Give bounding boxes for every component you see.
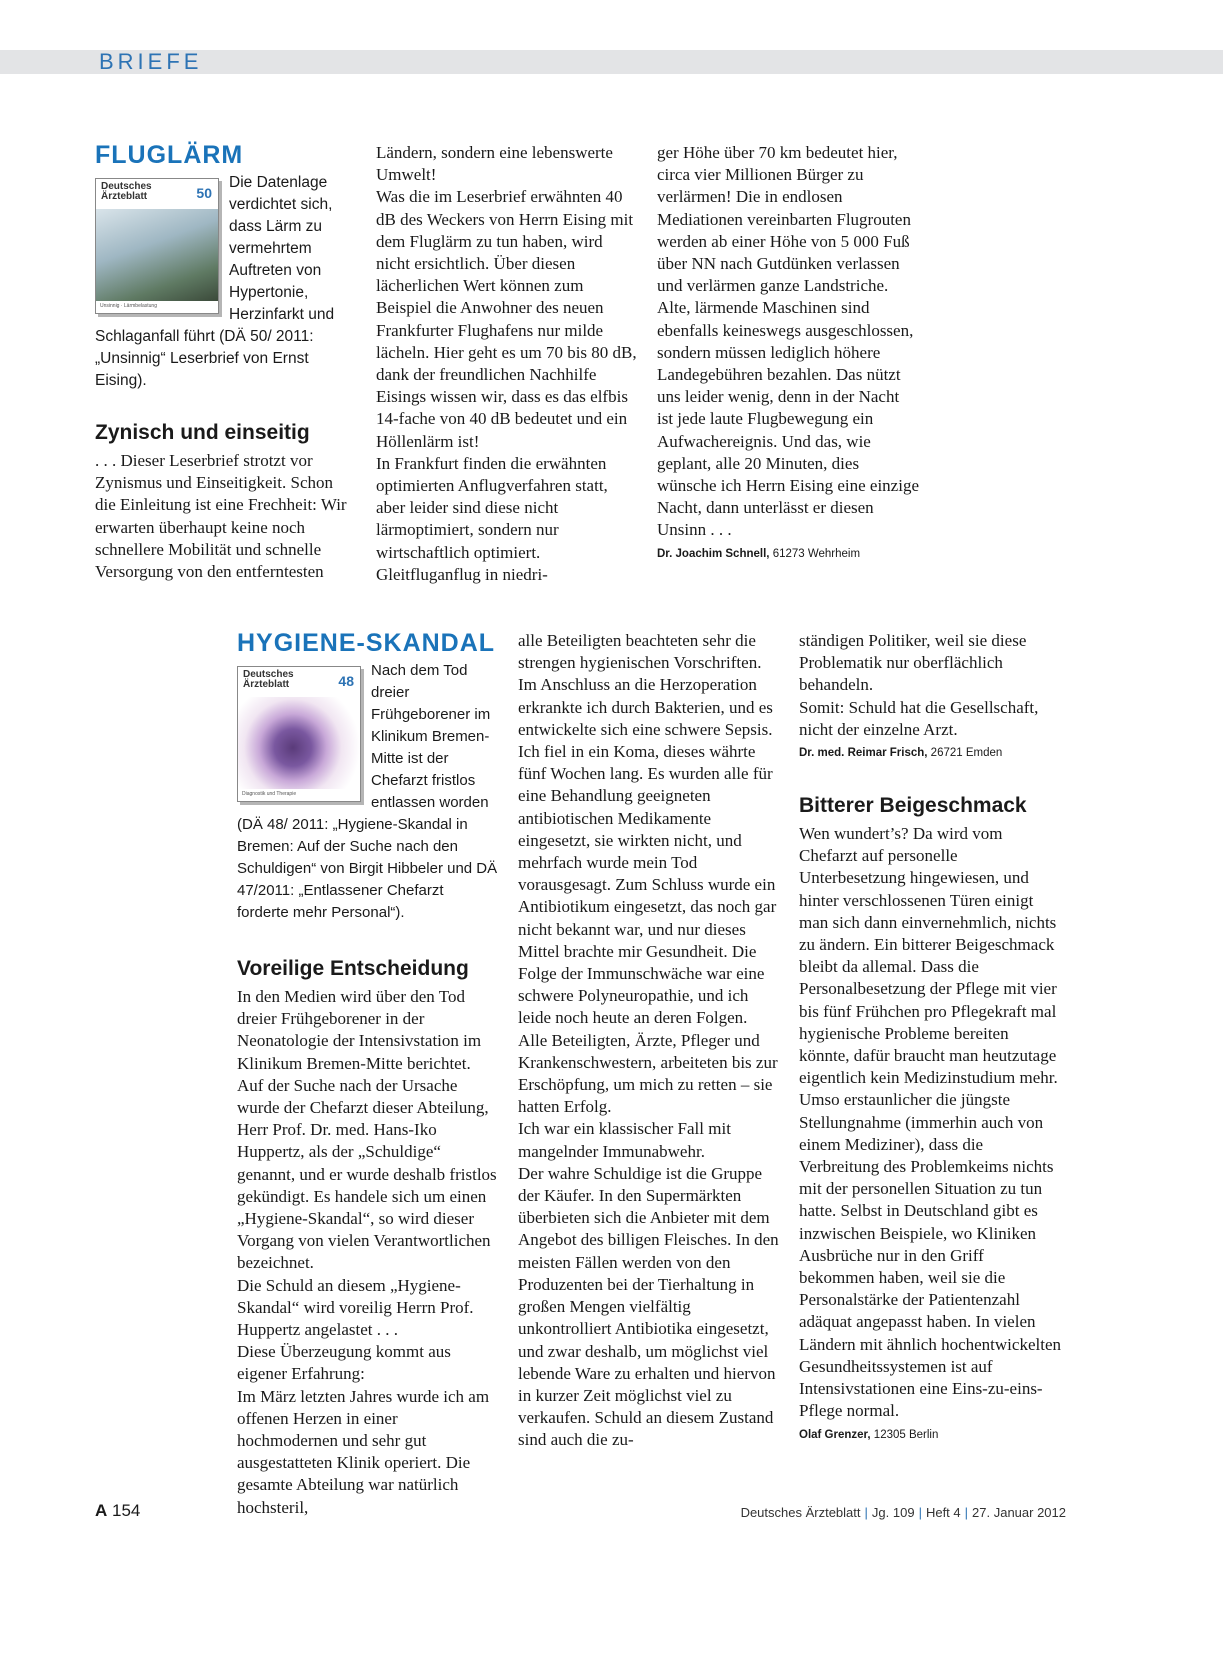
article2-lead: Nach dem Tod dreier Frühgeborener im Klinikum Bremen-Mitte ist der Chefarzt fristlos entlassen worden (DÄ 48/ 2011: „Hygiene-Skandal in Bremen: Auf der Suche nach den Schuldigen“ von Birgit Hibbeler und DÄ 47/2011: „Entlassener Chefarzt forderte mehr Personal“). <box>237 662 498 921</box>
article1-signature <box>657 546 919 562</box>
article2-headline2: Bitterer Beigeschmack <box>799 794 1027 818</box>
signature-place: 12305 Berlin <box>873 1428 939 1441</box>
cover-logo: Deutsches Ärzteblatt <box>243 669 294 690</box>
article2-col2 <box>518 630 780 1452</box>
page-number-value: 154 <box>112 1501 141 1520</box>
cover-photo-athlete <box>96 209 218 301</box>
signature-name: Dr. Joachim Schnell, <box>657 547 770 560</box>
cover-issue-number: 48 <box>338 673 354 689</box>
article1-lead: Die Datenlage verdichtet sich, dass Lärm zu vermehrtem Auftreten von Hypertonie, Herzinfarkt und Schlaganfall führt (DÄ 50/ 2011: „Unsinnig“ Leserbrief von Ernst Eising). <box>95 174 335 389</box>
article2-col1 <box>237 628 499 1519</box>
signature-place: 61273 Wehrheim <box>772 547 861 560</box>
article2-body-col1: In den Medien wird über den Tod dreier Frühgeborener in der Neonatologie der Intensivstation im Klinikum Bremen-Mitte berichtet. Auf der Suche nach der Ursache wurde der Chefarzt dieser Abteilung, Herr Prof. Dr. med. Hans-Iko Huppertz, als der „Schuldige“ genannt, und er wurde deshalb fristlos gekündigt. Es handele sich um einen „Hygiene-Skandal“, so wird dieser Vorgang von vielen Verantwortlichen bezeichnet. Die Schuld an diesem „Hygiene-Skandal“ wird voreilig Herrn Prof. Huppertz angelastet . . . Diese Überzeugung kommt aus eigener Erfahrung: Im März letzten Jahres wurde ich am offenen Herzen in einer hochmodernen und sehr gut ausgestatteten Klinik operiert. Die gesamte Abteilung war natürlich hochsteril, <box>237 987 497 1517</box>
article1-body-col3: ger Höhe über 70 km bedeutet hier, circa vier Millionen Bürger zu verlärmen! Die in endlosen Mediationen vereinbarten Flugrouten werden ab einer Höhe von 5 000 Fuß über NN nach Gutdünken verlassen und verlärmen ganze Landstriche. Alte, lärmende Maschinen sind ebenfalls keineswegs ausgeschlossen, sondern müssen lediglich höhere Landegebühren bezahlen. Das nützt uns leider wenig, denn in der Nacht ist jede laute Flugbewegung ein Aufwachereignis. Und das, wie geplant, alle 20 Minuten, dies wünsche ich Herrn Eising eine einzige Nacht, dann unterlässt er diesen Unsinn . . . <box>657 143 919 540</box>
cover-caption: Diagnostik und Therapie <box>242 791 297 797</box>
article2-headline1: Voreilige Entscheidung <box>237 957 469 980</box>
article1-col1 <box>95 140 357 583</box>
cover-caption: Unsinnig · Lärmbelastung <box>100 303 157 309</box>
footer-citation <box>741 1505 1066 1520</box>
article1-col2 <box>376 142 638 586</box>
article1-body-col1: . . . Dieser Leserbrief strotzt vor Zynismus und Einseitigkeit. Schon die Einleitung ist eine Frechheit: Wir erwarten überhaupt keine noch schnellere Mobilität und schnelle Versorgung von den entferntesten <box>95 451 347 582</box>
signature-place: 26721 Emden <box>930 747 1003 760</box>
article2-body-col2: alle Beteiligten beachteten sehr die strengen hygienischen Vorschriften. Im Anschluss an die Herzoperation erkrankte ich durch Bakterien, und es entwickelte sich eine schwere Sepsis. Ich fiel in ein Koma, dieses währte fünf Wochen lang. Es wurden alle für eine Behandlung geeigneten antibiotischen Medikamente eingesetzt, sie wirkten nicht, und mehrfach wurde mein Tod vorausgesagt. Zum Schluss wurde ein Antibiotikum eingesetzt, das noch gar nicht bekannt war, und nur dieses Mittel brachte mir Gesundheit. Die Folge der Immunschwäche war eine schwere Polyneuropathie, und ich leide noch heute an deren Folgen. Alle Beteiligten, Ärzte, Pfleger und Krankenschwestern, arbeiteten bis zur Erschöpfung, um mich zu retten – sie hatten Erfolg. Ich war ein klassischer Fall mit mangelnder Immunabwehr. Der wahre Schuldige ist die Gruppe der Käufer. In den Supermärkten überbieten sich die Anbieter mit dem Angebot des billigen Fleisches. In den meisten Fällen werden von den Produzenten bei der Tierhaltung in großen Mengen vielfältig unkontrolliert Antibiotika eingesetzt, und zwar deshalb, um möglichst viel lebende Ware zu erhalten und hiervon in kurzer Zeit möglichst viel zu verkaufen. Schuld an diesem Zustand sind auch die zu- <box>518 631 779 1450</box>
article2-rubric: HYGIENE-SKANDAL <box>237 629 496 657</box>
footer-issue: Heft 4 <box>925 1505 961 1520</box>
article1-headline: Zynisch und einseitig <box>95 421 310 444</box>
article1-rubric: FLUGLÄRM <box>95 141 244 169</box>
footer-separator: | <box>864 1505 868 1520</box>
article2-body-col3: ständigen Politiker, weil sie diese Problematik nur oberflächlich behandeln. Somit: Schuld hat die Gesellschaft, nicht der einzelne Arzt. <box>799 631 1039 739</box>
page-prefix: A <box>95 1501 108 1520</box>
footer-volume: Jg. 109 <box>871 1505 915 1520</box>
article1-body-col2: Ländern, sondern eine lebenswerte Umwelt! Was die im Leserbrief erwähnten 40 dB des Weckers von Herrn Eising mit dem Fluglärm zu tun haben, wird nicht ersichtlich. Über diesen lächerlichen Wert können zum Beispiel die Anwohner des neuen Frankfurter Flughafens nur milde lächeln. Hier geht es um 70 bis 80 dB, dank der freundlichen Nachhilfe Eisings wissen wir, dass es das elfbis 14-fache von 40 dB bedeutet und ein Höllenlärm ist! In Frankfurt finden die erwähnten optimierten Anflugverfahren statt, aber leider sind diese nicht lärmoptimiert, sondern nur wirtschaftlich optimiert. Gleitfluganflug in niedri- <box>376 143 637 584</box>
cover-photo-histology <box>238 697 360 789</box>
footer-separator: | <box>964 1505 969 1520</box>
cover-issue-number: 50 <box>196 185 212 201</box>
footer-separator: | <box>918 1505 922 1520</box>
page-number <box>95 1501 140 1521</box>
magazine-cover-50 <box>95 178 219 314</box>
footer-journal: Deutsches Ärzteblatt <box>740 1505 861 1520</box>
article1-col3 <box>657 142 919 562</box>
section-label: BRIEFE <box>99 49 203 74</box>
footer-date: 27. Januar 2012 <box>972 1505 1066 1520</box>
magazine-cover-48 <box>237 666 361 802</box>
cover-logo: Deutsches Ärzteblatt <box>101 181 152 202</box>
signature-name: Olaf Grenzer, <box>799 1428 871 1441</box>
article2-col3 <box>799 630 1061 1443</box>
article2-body-col3b: Wen wundert’s? Da wird vom Chefarzt auf personelle Unterbesetzung hingewiesen, und hinter verschlossenen Türen einigt man sich dann einvernehmlich, nichts zu ändern. Ein bitterer Beigeschmack bleibt da allemal. Dass die Personalbesetzung der Pflege mit vier bis fünf Frühchen pro Pflegekraft mal hygienische Probleme bereiten könnte, dafür braucht man heutzutage eigentlich kein Medizinstudium mehr. Umso erstaunlicher die jüngste Stellungnahme (immerhin auch von einem Mediziner), dass die Verbreitung des Problemkeims nichts mit der personellen Situation zu tun hatte. Selbst in Deutschland gibt es inzwischen Beispiele, wo Kliniken Ausbrüche nur in den Griff bekommen haben, weil sie die Personalstärke der Patientenzahl adäquat angepasst haben. In vielen Ländern mit ähnlich hochentwickelten Gesundheitssystemen ist auf Intensivstationen eine Eins-zu-eins-Pflege normal. <box>799 824 1061 1421</box>
article2-signature1 <box>799 745 1061 761</box>
article2-signature2 <box>799 1427 1061 1443</box>
signature-name: Dr. med. Reimar Frisch, <box>799 747 928 760</box>
